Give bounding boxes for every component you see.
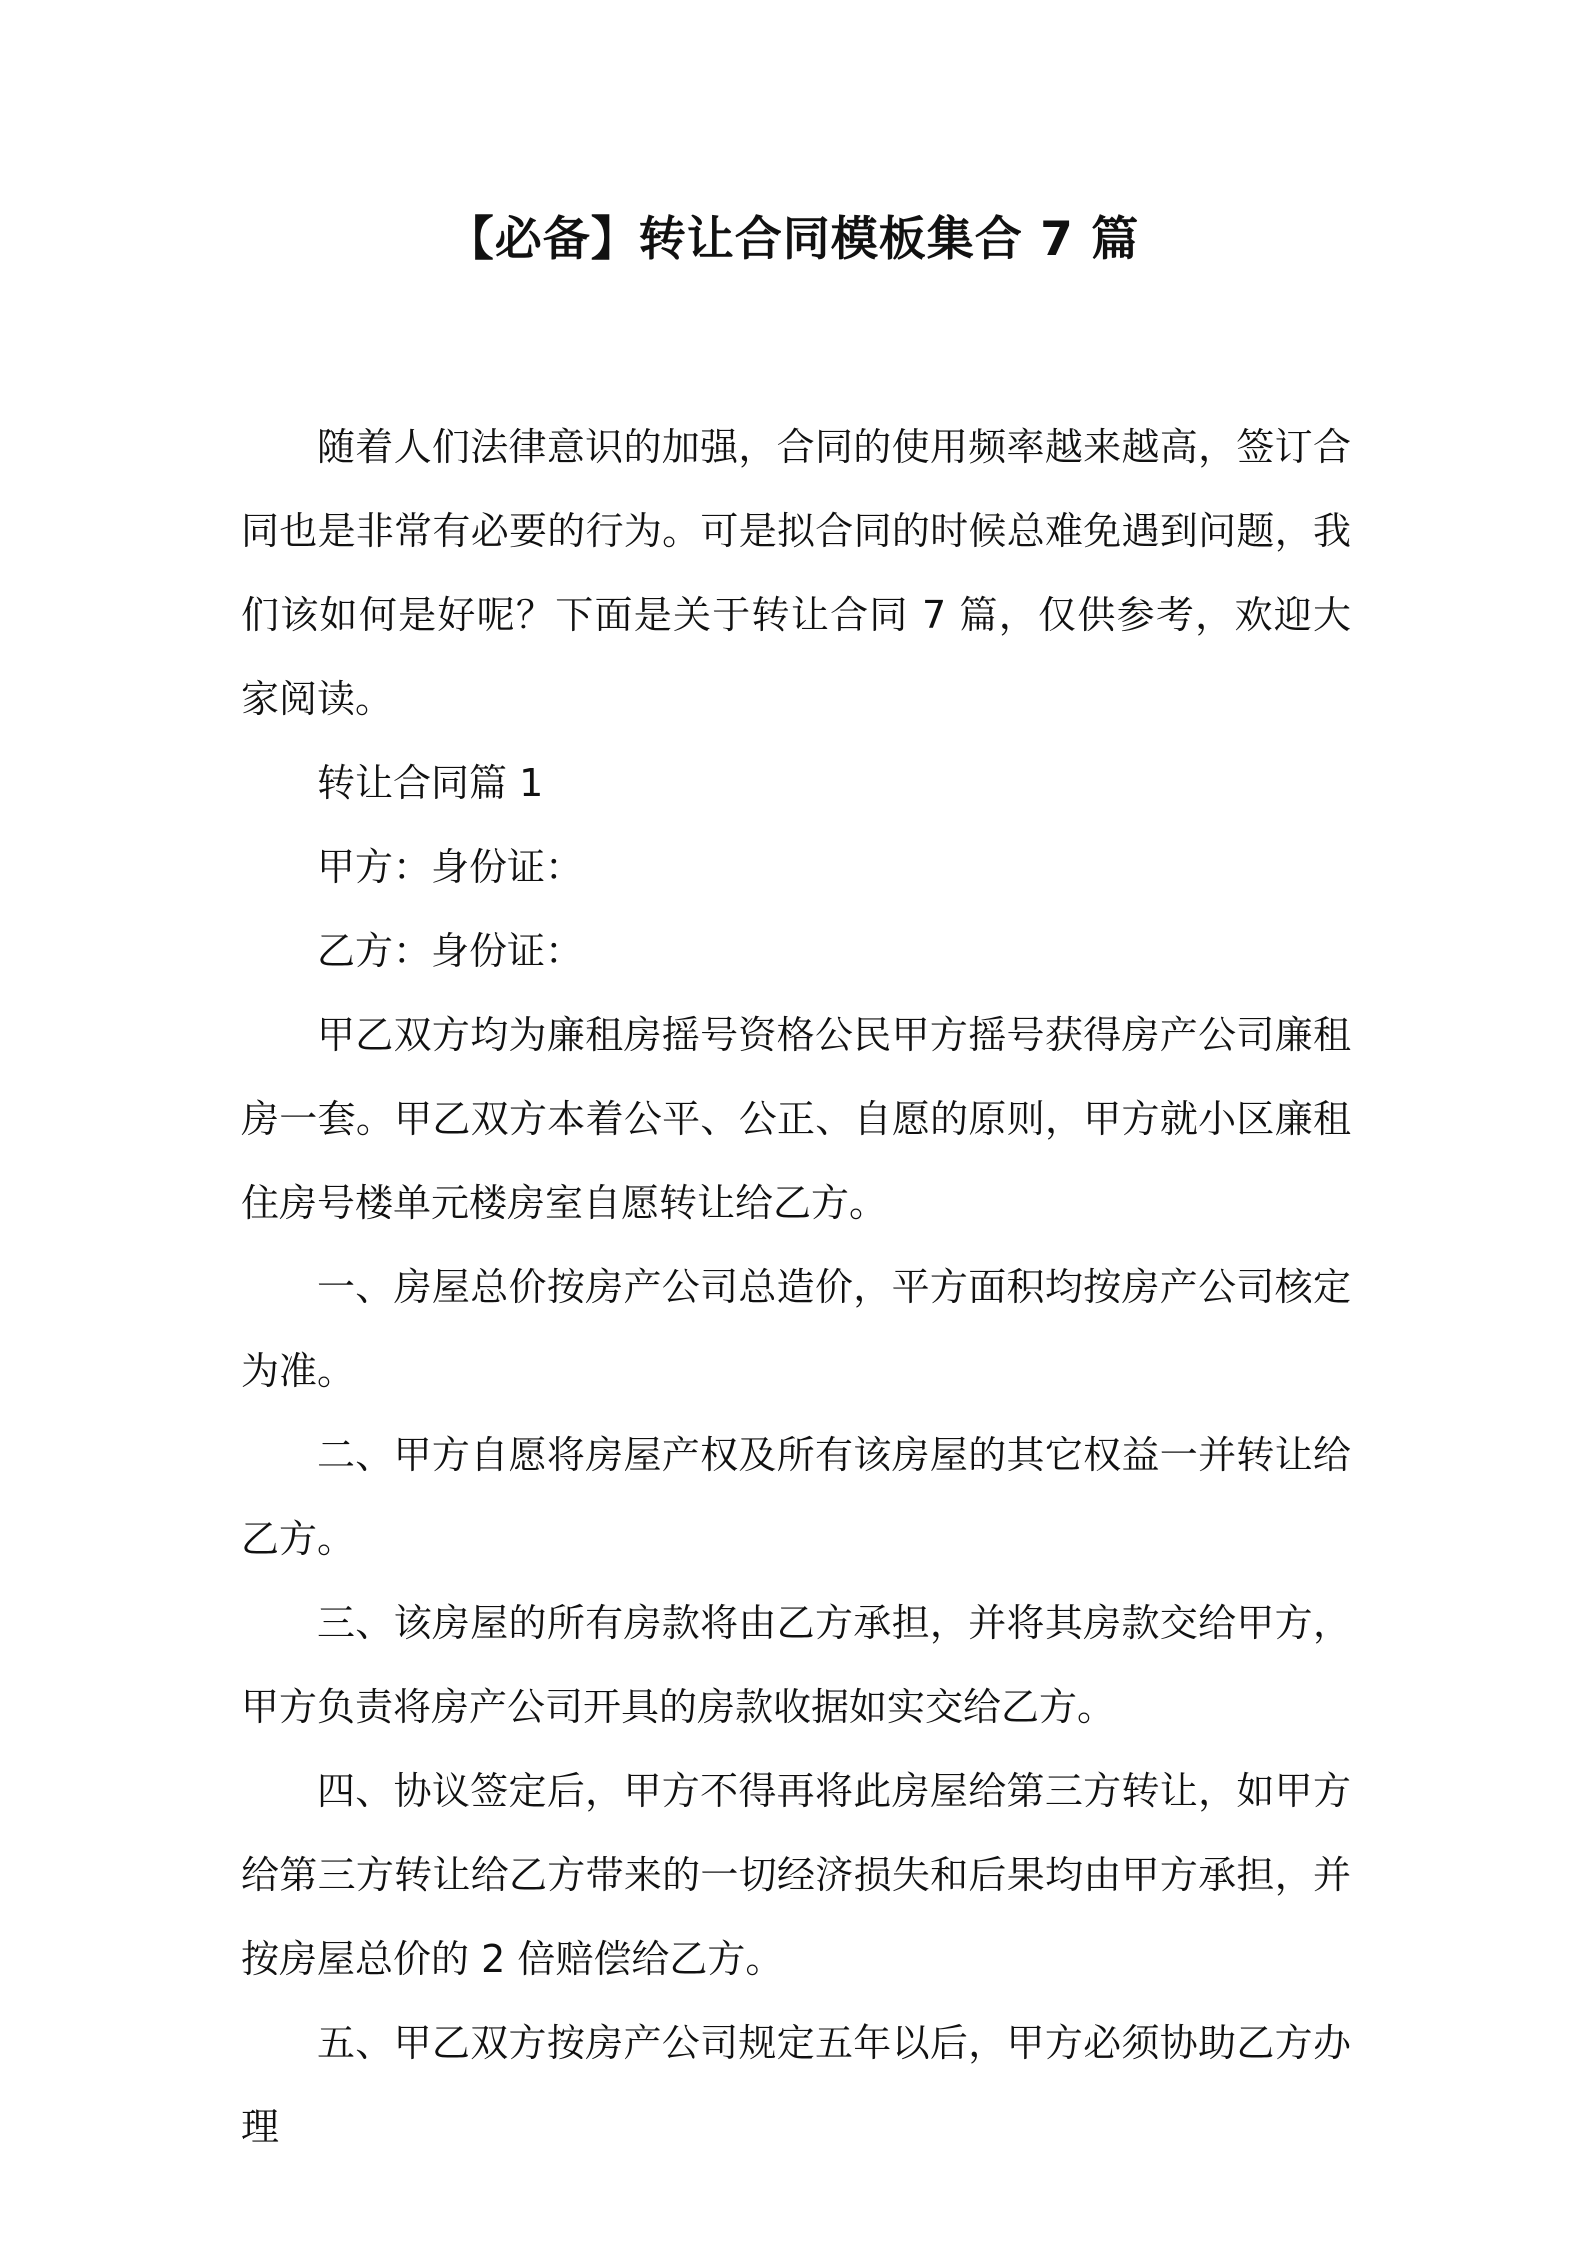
document-title: 【必备】转让合同模板集合 7 篇 (446, 212, 1140, 267)
party-b-line: 乙方：身份证： (317, 929, 584, 973)
preamble-paragraph: 甲乙双方均为廉租房摇号资格公民甲方摇号获得房产公司廉租房一套。甲乙双方本着公平、公正、自愿的原则，甲方就小区廉租住房号楼单元楼房室自愿转让给乙方。 (241, 1013, 1351, 1225)
document-body (241, 405, 1351, 2169)
clause-5: 五、甲乙双方按房产公司规定五年以后，甲方必须协助乙方办理 (241, 2021, 1351, 2149)
clause-4: 四、协议签定后，甲方不得再将此房屋给第三方转让，如甲方给第三方转让给乙方带来的一切经济损失和后果均由甲方承担，并按房屋总价的 2 倍赔偿给乙方。 (241, 1769, 1351, 1981)
intro-paragraph: 随着人们法律意识的加强，合同的使用频率越来越高，签订合同也是非常有必要的行为。可是拟合同的时候总难免遇到问题，我们该如何是好呢？下面是关于转让合同 7 篇，仅供参考，欢迎大家阅读。 (241, 425, 1351, 721)
section-heading: 转让合同篇 1 (317, 761, 544, 805)
clause-1: 一、房屋总价按房产公司总造价，平方面积均按房产公司核定为准。 (241, 1265, 1351, 1393)
clause-2: 二、甲方自愿将房屋产权及所有该房屋的其它权益一并转让给乙方。 (241, 1433, 1351, 1561)
party-a-line: 甲方：身份证： (317, 845, 584, 889)
clause-3: 三、该房屋的所有房款将由乙方承担，并将其房款交给甲方，甲方负责将房产公司开具的房款收据如实交给乙方。 (241, 1601, 1351, 1729)
